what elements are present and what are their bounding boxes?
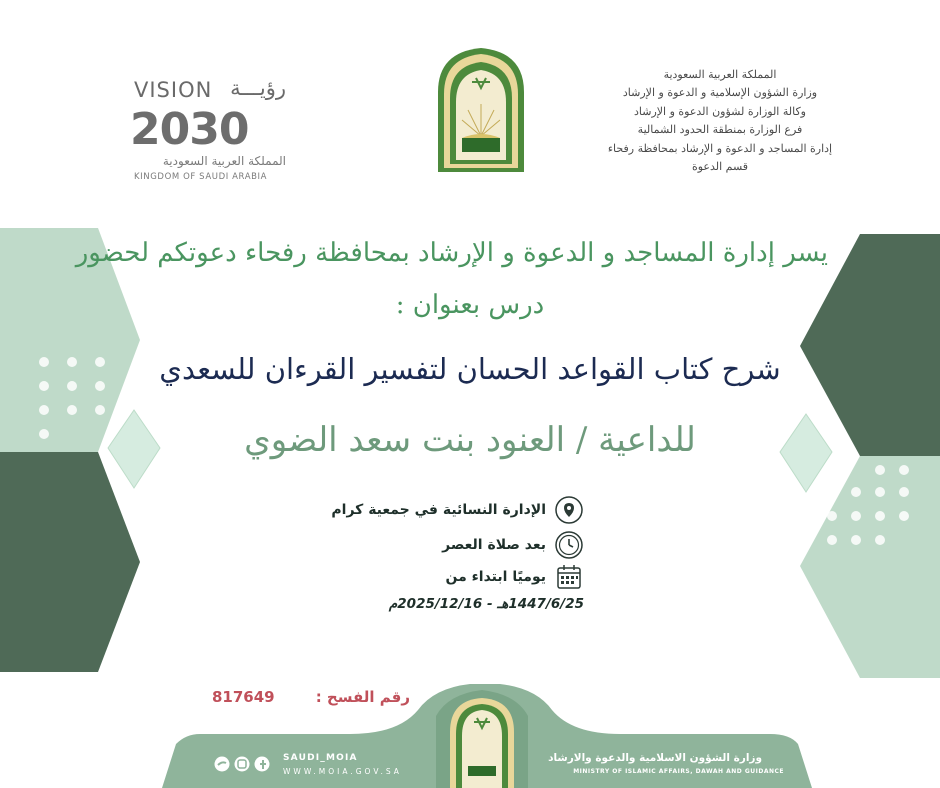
footer-social-handle: SAUDI_MOIA	[283, 753, 358, 763]
schedule-text: يوميًا ابتداء من	[445, 569, 546, 585]
ministry-emblem-icon	[432, 44, 530, 176]
permit-number: 817649	[212, 688, 275, 706]
twitter-icon	[215, 757, 230, 772]
detail-time	[442, 530, 584, 560]
footer-ministry-en: MINISTRY OF ISLAMIC AFFAIRS, DAWAH AND GUIDANCE	[573, 768, 784, 775]
header-line-ministry: وزارة الشؤون الإسلامية و الدعوة و الإرشاد	[622, 86, 818, 100]
invitation-line-2: درس بعنوان :	[395, 290, 545, 320]
left-hex-dark	[0, 452, 140, 672]
footer-ministry-ar: وزارة الشؤون الاسلامية والدعوة والارشاد	[548, 752, 762, 764]
speaker-name: للداعية / العنود بنت سعد الضوي	[244, 420, 696, 460]
detail-location	[331, 495, 584, 525]
vision-country-ar: المملكة العربية السعودية	[162, 154, 286, 168]
detail-schedule	[445, 562, 584, 592]
vision-2030-logo	[130, 76, 290, 186]
footer-emblem-icon	[446, 696, 518, 788]
vision-word-ar: رؤيـــة	[230, 76, 286, 100]
time-text: بعد صلاة العصر	[442, 537, 546, 553]
vision-year: 2030	[130, 104, 249, 155]
vision-word-en: VISION	[134, 78, 213, 102]
location-text: الإدارة النسائية في جمعية كرام	[331, 502, 546, 518]
permit-label: رقم الفسح :	[315, 688, 410, 706]
vision-country-en: KINGDOM OF SAUDI ARABIA	[134, 172, 268, 182]
header-line-admin: إدارة المساجد و الدعوة و الإرشاد بمحافظة رفحاء	[607, 141, 833, 155]
footer-website: WWW.MOIA.GOV.SA	[283, 767, 402, 776]
header-line-department: قسم الدعوة	[691, 160, 749, 174]
header-line-agency: وكالة الوزارة لشؤون الدعوة و الإرشاد	[633, 104, 806, 118]
right-hex-light	[800, 456, 940, 678]
header-line-country: المملكة العربية السعودية	[663, 68, 777, 81]
header-line-branch: فرع الوزارة بمنطقة الحدود الشمالية	[637, 123, 803, 137]
instagram-icon	[235, 757, 250, 772]
clock-icon	[554, 530, 584, 560]
invitation-line-1: يسر إدارة المساجد و الدعوة و الإرشاد بمحافظة رفحاء دعوتكم لحضور	[75, 238, 828, 268]
dates-text: 1447/6/25هـ - 2025/12/16م	[388, 596, 584, 612]
location-pin-icon	[554, 495, 584, 525]
lesson-title: شرح كتاب القواعد الحسان لتفسير القرءان للسعدي	[159, 352, 781, 386]
header-text-block	[570, 66, 870, 176]
calendar-icon	[554, 562, 584, 592]
social-icons	[213, 755, 275, 773]
